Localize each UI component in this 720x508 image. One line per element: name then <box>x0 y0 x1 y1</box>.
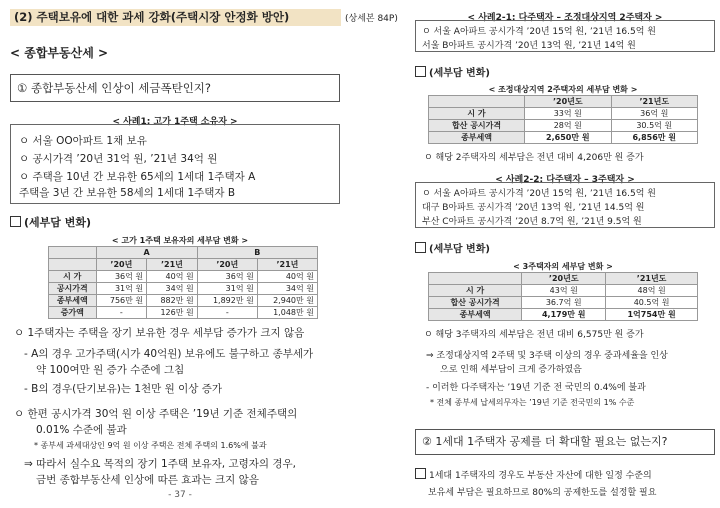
paragraph: - A의 경우 고가주택(시가 40억원) 보유에도 불구하고 종부세가 <box>24 348 314 360</box>
table-row <box>429 297 698 309</box>
tax-change-heading: (세부담 변화) <box>10 214 91 230</box>
cell: 2,940만 원 <box>257 295 317 307</box>
cell: 28억 원 <box>525 120 611 132</box>
paragraph: 1세대 1주택자의 경우도 부동산 자산에 대한 일정 수준의 <box>415 468 652 481</box>
cell: 4,179만 원 <box>522 309 606 321</box>
paragraph: 0.01% 수준에 불과 <box>36 424 127 436</box>
cell: 31억 원 <box>197 283 257 295</box>
tax-change-heading: (세부담 변화) <box>415 64 490 79</box>
cell: 882만 원 <box>147 295 198 307</box>
cell: 48억 원 <box>606 285 698 297</box>
table-row <box>429 108 698 120</box>
cell: 34억 원 <box>147 283 198 295</box>
row-label: 시 가 <box>429 108 525 120</box>
table-row <box>49 295 318 307</box>
table1-corner <box>49 259 97 271</box>
case1-heading: < 사례1: 고가 1주택 소유자 > <box>112 117 238 127</box>
paragraph: ⇒ 조정대상지역 2주택 및 3주택 이상의 경우 중과세율을 인상 <box>426 351 668 361</box>
row-label: 합산 공시가격 <box>429 120 525 132</box>
case21-heading: < 사례2-1: 다주택자 – 조정대상지역 2주택자 > <box>467 13 663 23</box>
table3-caption: < 3주택자의 세부담 변화 > <box>513 262 613 271</box>
case21-box <box>415 20 715 52</box>
table-row <box>49 283 318 295</box>
case1-line: 주택을 3년 간 보유한 58세의 1세대 1주택자 B <box>19 187 236 199</box>
row-label: 합산 공시가격 <box>429 297 522 309</box>
case22-line: 대구 B아파트 공시가격 ’20년 13억 원, ’21년 14.5억 원 <box>422 203 645 213</box>
row-label: 종부세액 <box>429 309 522 321</box>
paragraph: ㅇ 한편 공시가격 30억 원 이상 주택은 ’19년 기준 전체주택의 <box>14 408 298 420</box>
table-row <box>429 285 698 297</box>
table2-year: ’21년도 <box>611 96 697 108</box>
table2 <box>428 95 698 144</box>
table1-caption: < 고가 1주택 보유자의 세부담 변화 > <box>111 236 249 245</box>
case1-line: ㅇ 주택을 10년 간 보유한 65세의 1세대 1주택자 A <box>19 171 256 183</box>
cell: 756만 원 <box>96 295 147 307</box>
table1-group-a: A <box>96 247 197 259</box>
cell: 40억 원 <box>257 271 317 283</box>
footnote: * 전체 종부세 납세의무자는 ’19년 기준 전국민의 1% 수준 <box>430 398 635 407</box>
cell: 36억 원 <box>197 271 257 283</box>
checkbox-icon <box>415 468 426 479</box>
case1-box <box>10 124 340 204</box>
table3 <box>428 272 698 321</box>
cell: - <box>96 307 147 319</box>
case1-line: ㅇ 서울 OO아파트 1채 보유 <box>19 135 147 147</box>
table-row <box>429 132 698 144</box>
row-label: 공시가격 <box>49 283 97 295</box>
table-row <box>429 120 698 132</box>
paragraph: 으로 인해 세부담이 크게 증가하였음 <box>440 365 582 375</box>
checkbox-icon <box>415 242 426 253</box>
table-row <box>49 271 318 283</box>
page-number: - 37 - <box>168 490 192 500</box>
table3-corner <box>429 273 522 285</box>
table1-year: ’21년 <box>257 259 317 271</box>
cell: 6,856만 원 <box>611 132 697 144</box>
row-label: 증가액 <box>49 307 97 319</box>
cell: 34억 원 <box>257 283 317 295</box>
section-heading: < 종합부동산세 > <box>10 46 109 60</box>
table2-year: ’20년도 <box>525 96 611 108</box>
table1 <box>48 246 318 319</box>
case22-heading: < 사례2-2: 다주택자 – 3주택자 > <box>495 175 635 185</box>
table1-group-b: B <box>197 247 317 259</box>
cell: 36억 원 <box>96 271 147 283</box>
checkbox-icon <box>10 216 21 227</box>
table3-year: ’20년도 <box>522 273 606 285</box>
row-label: 시 가 <box>429 285 522 297</box>
table-row <box>49 307 318 319</box>
table3-year: ’21년도 <box>606 273 698 285</box>
cell: 33억 원 <box>525 108 611 120</box>
case22-line: 부산 C아파트 공시가격 ’20년 8.7억 원, ’21년 9.5억 원 <box>422 217 642 227</box>
table2-corner <box>429 96 525 108</box>
paragraph: - B의 경우(단기보유)는 1천만 원 이상 증가 <box>24 383 223 395</box>
question-box-1: ① 종합부동산세 인상이 세금폭탄인지? <box>10 74 340 102</box>
case1-line: ㅇ 공시가격 ’20년 31억 원, ’21년 34억 원 <box>19 153 218 165</box>
paragraph: ㅇ 1주택자는 주택을 장기 보유한 경우 세부담 증가가 크지 않음 <box>14 327 305 339</box>
case22-line: ㅇ 서울 A아파트 공시가격 ’20년 15억 원, ’21년 16.5억 원 <box>422 189 656 199</box>
cell: 126만 원 <box>147 307 198 319</box>
paragraph: 약 100여만 원 증가 수준에 그침 <box>36 364 185 376</box>
cell: - <box>197 307 257 319</box>
case21-line: 서울 B아파트 공시가격 ’20년 13억 원, ’21년 14억 원 <box>422 41 636 51</box>
cell: 36.7억 원 <box>522 297 606 309</box>
cell: 43억 원 <box>522 285 606 297</box>
table2-caption: < 조정대상지역 2주택자의 세부담 변화 > <box>488 85 638 94</box>
cell: 31억 원 <box>96 283 147 295</box>
row-label: 종부세액 <box>429 132 525 144</box>
paragraph: ㅇ 해당 3주택자의 세부담은 전년 대비 6,575만 원 증가 <box>424 330 644 340</box>
row-label: 시 가 <box>49 271 97 283</box>
section-title: (2) 주택보유에 대한 과세 강화(주택시장 안정화 방안) <box>10 9 341 26</box>
table1-year: ’20년 <box>96 259 147 271</box>
checkbox-icon <box>415 66 426 77</box>
paragraph: ㅇ 해당 2주택자의 세부담은 전년 대비 4,206만 원 증가 <box>424 153 644 163</box>
cell: 36억 원 <box>611 108 697 120</box>
table1-year: ’20년 <box>197 259 257 271</box>
cell: 2,650만 원 <box>525 132 611 144</box>
table1-corner <box>49 247 97 259</box>
cell: 40억 원 <box>147 271 198 283</box>
case22-box <box>415 182 715 228</box>
cell: 1,892만 원 <box>197 295 257 307</box>
paragraph: 보유세 부담은 필요하므로 80%의 공제한도를 설정할 필요 <box>428 488 657 498</box>
table1-year: ’21년 <box>147 259 198 271</box>
cell: 40.5억 원 <box>606 297 698 309</box>
paragraph: 금번 종합부동산세 인상에 따른 효과는 크지 않음 <box>36 474 259 486</box>
footnote: * 종부세 과세대상인 9억 원 이상 주택은 전체 주택의 1.6%에 불과 <box>34 441 267 450</box>
table-row <box>429 309 698 321</box>
detail-reference: (상세본 84P) <box>345 14 398 24</box>
cell: 30.5억 원 <box>611 120 697 132</box>
question-box-2: ② 1세대 1주택자 공제를 더 확대할 필요는 없는지? <box>415 429 715 455</box>
tax-change-heading: (세부담 변화) <box>415 240 490 255</box>
row-label: 종부세액 <box>49 295 97 307</box>
paragraph: ⇒ 따라서 실수요 목적의 장기 1주택 보유자, 고령자의 경우, <box>24 458 296 470</box>
cell: 1억754만 원 <box>606 309 698 321</box>
paragraph: - 이러한 다주택자는 ’19년 기준 전 국민의 0.4%에 불과 <box>426 383 646 393</box>
case21-line: ㅇ 서울 A아파트 공시가격 ’20년 15억 원, ’21년 16.5억 원 <box>422 27 656 37</box>
cell: 1,048만 원 <box>257 307 317 319</box>
